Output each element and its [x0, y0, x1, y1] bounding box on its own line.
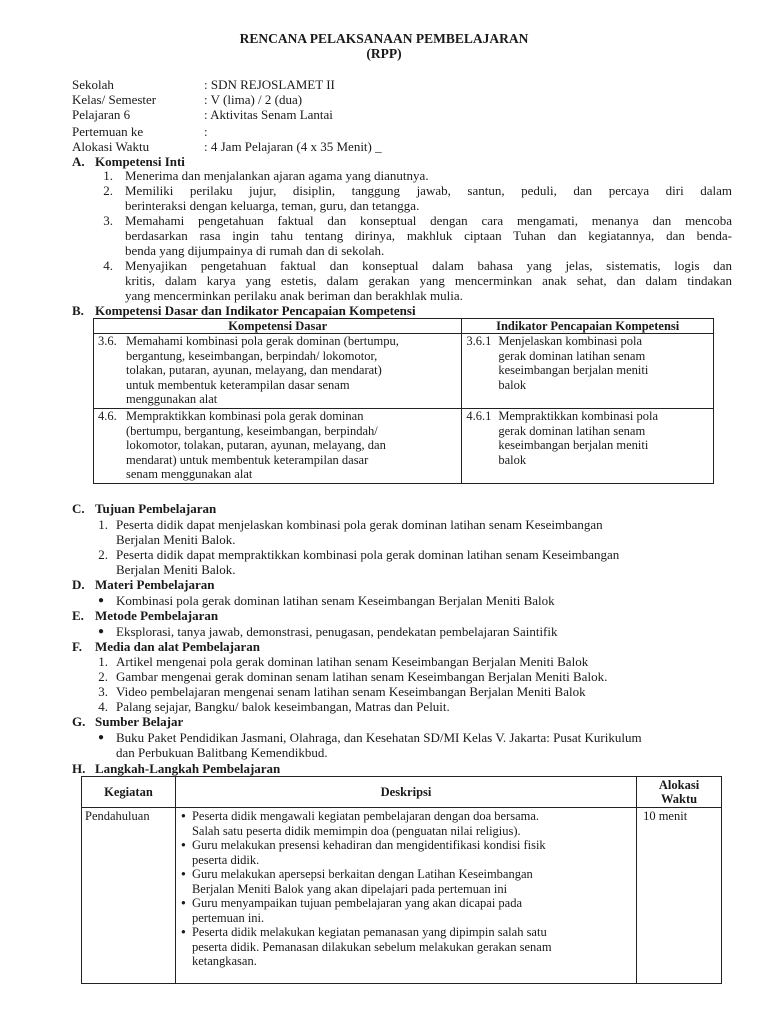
kd-code: 3.6. — [98, 334, 117, 348]
kd-line: untuk membentuk keterampilan dasar senam — [126, 377, 350, 392]
identity-label: Kelas/ Semester — [72, 92, 157, 107]
deskripsi-list — [176, 809, 636, 969]
section-letter: G. — [72, 714, 86, 729]
list-item-line: Berjalan Meniti Balok. — [116, 532, 236, 547]
list-item-line: ● Peserta didik mengawali kegiatan pembelajaran dengan doa bersama. — [191, 809, 540, 823]
kd-line: tolakan, putaran, ayunan, melayang, dan mendarat) — [126, 363, 382, 377]
list-item-line: Berjalan Meniti Balok. — [116, 562, 236, 577]
list-item — [176, 809, 636, 838]
section-title: Media dan alat Pembelajaran — [95, 639, 261, 654]
list-number: 2. — [103, 183, 113, 198]
list-item-line: kritis, dalam karya yang estetis, dalam gerakan yang mencerminkan anak sehat, dan dalam tindakan — [125, 273, 732, 288]
section-e-heading — [72, 608, 218, 623]
identity-label: Pertemuan ke — [72, 124, 144, 139]
identity-value: : SDN REJOSLAMET II — [204, 77, 335, 92]
list-item-line: yang mencerminkan perilaku anak beriman dan berakhlak mulia. — [125, 288, 463, 303]
section-h-heading — [72, 761, 280, 776]
identity-value: : Aktivitas Senam Lantai — [204, 107, 333, 122]
section-letter: B. — [72, 303, 84, 318]
table-cell-waktu: 10 menit — [637, 808, 722, 984]
ipk-line: keseimbangan berjalan meniti — [498, 438, 649, 452]
list-number: 1. — [98, 517, 108, 532]
bullet-icon: ● — [98, 595, 105, 606]
section-letter: D. — [72, 577, 85, 592]
list-number: 3. — [98, 684, 108, 699]
list-item — [176, 867, 636, 896]
kd-line: menggunakan alat — [126, 392, 218, 406]
list-item — [176, 925, 636, 969]
ipk-text: Mempraktikkan kombinasi pola — [498, 409, 659, 423]
list-number: 3. — [103, 213, 113, 228]
kd-line: senam menggunakan alat — [126, 467, 253, 481]
kd-line: mendarat) untuk membentuk keterampilan dasar — [126, 452, 369, 467]
list-item: Eksplorasi, tanya jawab, demonstrasi, penugasan, pendekatan pembelajaran Saintifik — [116, 624, 558, 639]
identity-label: Sekolah — [72, 77, 114, 92]
list-item-line: peserta didik. Pemanasan dilakukan sebelum melakukan gerakan senam — [191, 939, 552, 954]
list-item-line: Buku Paket Pendidikan Jasmani, Olahraga, dan Kesehatan SD/MI Kelas V. Jakarta: Pusat Kurikulum — [116, 730, 642, 745]
table-cell-ipk — [462, 409, 714, 484]
list-item-line: Menyajikan pengetahuan faktual dan konseptual dalam bahasa yang jelas, sistematis, logis dan — [125, 258, 732, 273]
identity-value: : 4 Jam Pelajaran (4 x 35 Menit) _ — [204, 139, 382, 154]
bullet-icon: ● — [98, 626, 105, 637]
section-f-heading — [72, 639, 260, 654]
identity-label: Pelajaran 6 — [72, 107, 131, 122]
list-item-line: Peserta didik dapat mempraktikkan kombinasi pola gerak dominan latihan senam Keseimbangan — [116, 547, 620, 562]
section-letter: F. — [72, 639, 82, 654]
list-item-line: pertemuan ini. — [191, 910, 265, 925]
kompetensi-table — [93, 318, 714, 484]
kd-text: Memahami kombinasi pola gerak dominan (bertumpu, — [126, 334, 399, 348]
list-item-line: ● Peserta didik melakukan kegiatan pemanasan yang dipimpin salah satu — [191, 925, 547, 939]
list-item: Palang sejajar, Bangku/ balok keseimbangan, Matras dan Peluit. — [116, 699, 450, 714]
section-letter: C. — [72, 501, 85, 516]
list-item-line: peserta didik. — [191, 852, 260, 867]
list-item: Kombinasi pola gerak dominan latihan senam Keseimbangan Berjalan Meniti Balok — [116, 593, 555, 608]
ipk-text: Menjelaskan kombinasi pola — [498, 334, 643, 348]
ipk-code: 3.6.1 — [466, 334, 492, 348]
section-title: Langkah-Langkah Pembelajaran — [95, 761, 281, 776]
ipk-line: keseimbangan berjalan meniti — [498, 363, 649, 377]
section-title: Sumber Belajar — [95, 714, 184, 729]
section-g-heading — [72, 714, 183, 729]
section-letter: A. — [72, 154, 85, 169]
section-letter: H. — [72, 761, 86, 776]
list-item-line: Peserta didik dapat menjelaskan kombinasi pola gerak dominan latihan senam Keseimbangan — [116, 517, 603, 532]
section-letter: E. — [72, 608, 84, 623]
kd-line — [98, 409, 457, 424]
kd-line: lokomotor, tolakan, putaran, ayunan, melayang, dan — [126, 438, 386, 452]
list-item — [176, 838, 636, 867]
list-number: 2. — [98, 547, 108, 562]
identity-label: Alokasi Waktu — [72, 139, 150, 154]
identity-value: : V (lima) / 2 (dua) — [204, 92, 303, 107]
list-item-line: ● Guru menyampaikan tujuan pembelajaran yang akan dicapai pada — [191, 896, 523, 910]
table-header-line: Alokasi — [658, 778, 700, 792]
ipk-line: gerak dominan latihan senam — [498, 348, 646, 363]
section-title: Kompetensi Dasar dan Indikator Pencapaian Kompetensi — [95, 303, 416, 318]
kd-line: (bertumpu, bergantung, keseimbangan, berpindah/ — [126, 423, 378, 438]
list-number: 4. — [103, 258, 113, 273]
table-header: Indikator Pencapaian Kompetensi — [462, 319, 714, 334]
section-title: Materi Pembelajaran — [95, 577, 215, 592]
list-number: 4. — [98, 699, 108, 714]
kd-code: 4.6. — [98, 409, 117, 423]
list-item: Video pembelajaran mengenai senam latihan senam Keseimbangan Berjalan Meniti Balok — [116, 684, 586, 699]
section-d-heading — [72, 577, 214, 592]
list-item-line: ● Guru melakukan presensi kehadiran dan mengidentifikasi kondisi fisik — [191, 838, 546, 852]
list-item-line: benda yang dijumpainya di rumah dan di sekolah. — [125, 243, 385, 258]
ipk-line: gerak dominan latihan senam — [498, 423, 646, 438]
table-cell-kegiatan: Pendahuluan — [82, 808, 176, 984]
section-b-heading — [72, 303, 416, 318]
section-a-heading — [72, 154, 185, 169]
table-row — [82, 808, 722, 984]
section-c-heading — [72, 501, 216, 516]
langkah-table — [81, 776, 722, 984]
ipk-line: balok — [498, 452, 527, 467]
table-cell-kd — [94, 409, 462, 484]
kd-line: bergantung, keseimbangan, berpindah/ lokomotor, — [126, 348, 378, 363]
ipk-line — [466, 334, 709, 349]
table-header — [637, 777, 722, 808]
table-header-line: Waktu — [660, 792, 698, 806]
list-item-line: ● Guru melakukan apersepsi berkaitan dengan Latihan Keseimbangan — [191, 867, 533, 881]
table-header: Kompetensi Dasar — [94, 319, 462, 334]
table-row — [94, 334, 714, 409]
table-header: Deskripsi — [175, 777, 636, 808]
list-item-line: berdasarkan rasa ingin tahu tentang dirinya, makhluk ciptaan Tuhan dan kegiatannya, dan benda- — [125, 228, 732, 243]
table-cell-ipk — [462, 334, 714, 409]
kd-line — [98, 334, 457, 349]
list-item-line: dan Perbukuan Balitbang Kemendikbud. — [116, 745, 328, 760]
list-item-line: berinteraksi dengan keluarga, teman, guru, dan tetangga. — [125, 198, 420, 213]
section-title: Metode Pembelajaran — [95, 608, 219, 623]
list-number: 1. — [103, 168, 113, 183]
list-item-line: Salah satu peserta didik memimpin doa (penguatan nilai religius). — [191, 823, 521, 838]
list-number: 1. — [98, 654, 108, 669]
section-title: Kompetensi Inti — [95, 154, 185, 169]
table-header: Kegiatan — [82, 777, 176, 808]
table-row — [94, 409, 714, 484]
list-item-line: ketangkasan. — [191, 954, 257, 968]
list-item: Artikel mengenai pola gerak dominan latihan senam Keseimbangan Berjalan Meniti Balok — [116, 654, 589, 669]
ipk-line — [466, 409, 709, 424]
table-cell-kd — [94, 334, 462, 409]
list-item-line: Memahami pengetahuan faktual dan konseptual dengan cara mengamati, menanya dan mencoba — [125, 213, 732, 228]
list-number: 2. — [98, 669, 108, 684]
kd-text: Mempraktikkan kombinasi pola gerak dominan — [126, 409, 364, 423]
ipk-code: 4.6.1 — [466, 409, 492, 423]
list-item — [176, 896, 636, 925]
list-item-line: Memiliki perilaku jujur, disiplin, tanggung jawab, santun, peduli, dan percaya diri dalam — [125, 183, 732, 198]
list-item: Gambar mengenai gerak dominan senam latihan senam Keseimbangan Berjalan Meniti Balok. — [116, 669, 608, 684]
document-title: RENCANA PELAKSANAAN PEMBELAJARAN — [239, 31, 529, 46]
ipk-line: balok — [498, 377, 527, 392]
table-cell-deskripsi — [175, 808, 636, 984]
list-item-line: Berjalan Meniti Balok yang akan dipelajari pada pertemuan ini — [191, 881, 508, 896]
document-subtitle: (RPP) — [366, 46, 402, 61]
list-item-line: Menerima dan menjalankan ajaran agama yang dianutnya. — [125, 168, 429, 183]
section-title: Tujuan Pembelajaran — [95, 501, 217, 516]
identity-value: : — [204, 124, 208, 139]
bullet-icon: ● — [98, 732, 105, 743]
